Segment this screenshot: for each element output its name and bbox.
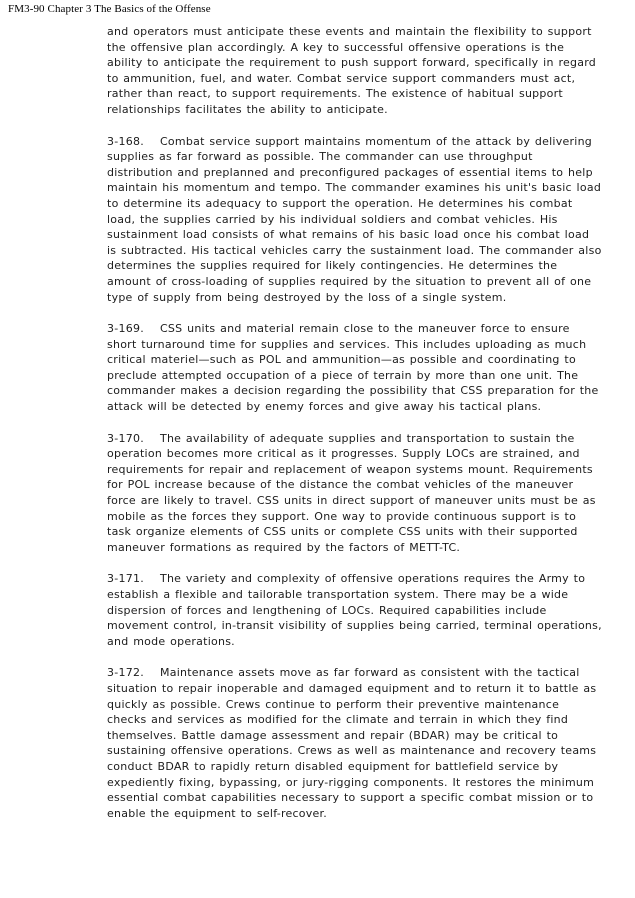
paragraph-number: 3-169. <box>107 322 144 336</box>
paragraph-3-170 <box>107 431 603 556</box>
paragraph-text: Maintenance assets move as far forward as consistent with the tactical situation to repair inoperable and damaged equipment and to return it to battle as quickly as possible. Crews continue to perform their preventive maintenance checks and services as modified for the climate and terrain in which they find themselves. Battle damage assessment and repair (BDAR) may be critical to sustaining offensive operations. Crews as well as maintenance and recovery teams conduct BDAR to rapidly return disabled equipment for battlefield service by expediently fixing, bypassing, or jury-rigging components. It restores the minimum essential combat capabilities necessary to support a specific combat mission or to enable the equipment to self-recover. <box>107 666 597 820</box>
paragraph-number: 3-171. <box>107 572 144 586</box>
document-body <box>107 24 603 837</box>
paragraph-3-169 <box>107 321 603 415</box>
paragraph-3-172 <box>107 665 603 821</box>
paragraph-text: Combat service support maintains momentum of the attack by delivering supplies as far forward as possible. The commander can use throughput distribution and preplanned and preconfigured packages of essential items to help maintain his momentum and tempo. The commander examines his unit's basic load to determine its adequacy to support the operation. He determines his combat load, the supplies carried by his individual soldiers and combat vehicles. His sustainment load consists of what remains of his basic load once his combat load is subtracted. His tactical vehicles carry the sustainment load. The commander also determines the supplies required for likely contingencies. He determines the amount of cross-loading of supplies required by the situation to prevent all of one type of supply from being destroyed by the loss of a single system. <box>107 134 602 304</box>
paragraph-3-171 <box>107 571 603 649</box>
paragraph-number: 3-170. <box>107 431 144 445</box>
paragraph-text: The availability of adequate supplies and transportation to sustain the operation becomes more critical as it progresses. Supply LOCs are strained, and requirements for repair and replacement of weapon systems mount. Requirements for POL increase because of the distance the combat vehicles of the maneuver force are likely to travel. CSS units in direct support of maneuver units must be as mobile as the forces they support. One way to provide continuous support is to task organize elements of CSS units or complete CSS units with their supported maneuver formations as required by the factors of METT-TC. <box>107 431 596 554</box>
paragraph-number: 3-168. <box>107 134 144 148</box>
paragraph-number: 3-172. <box>107 666 144 680</box>
paragraph-text: and operators must anticipate these events and maintain the flexibility to support the offensive plan accordingly. A key to successful offensive operations is the ability to anticipate the requirement to push support forward, specifically in regard to ammunition, fuel, and water. Combat service support commanders must act, rather than react, to support requirements. The existence of habitual support relationships facilitates the ability to anticipate. <box>107 25 597 116</box>
document-header: FM3-90 Chapter 3 The Basics of the Offense <box>8 3 211 15</box>
paragraph-text: The variety and complexity of offensive operations requires the Army to establish a flexible and tailorable transportation system. There may be a wide dispersion of forces and lengthening of LOCs. Required capabilities include movement control, in-transit visibility of supplies being carried, terminal operations, and mode operations. <box>107 572 602 648</box>
paragraph-text: CSS units and material remain close to the maneuver force to ensure short turnaround time for supplies and services. This includes uploading as much critical materiel—such as POL and ammunition—as possible and coordinating to preclude attempted occupation of a piece of terrain by more than one unit. The commander makes a decision regarding the possibility that CSS preparation for the attack will be detected by enemy forces and give away his tactical plans. <box>107 322 599 414</box>
paragraph-continuation <box>107 24 603 118</box>
paragraph-3-168 <box>107 134 603 306</box>
